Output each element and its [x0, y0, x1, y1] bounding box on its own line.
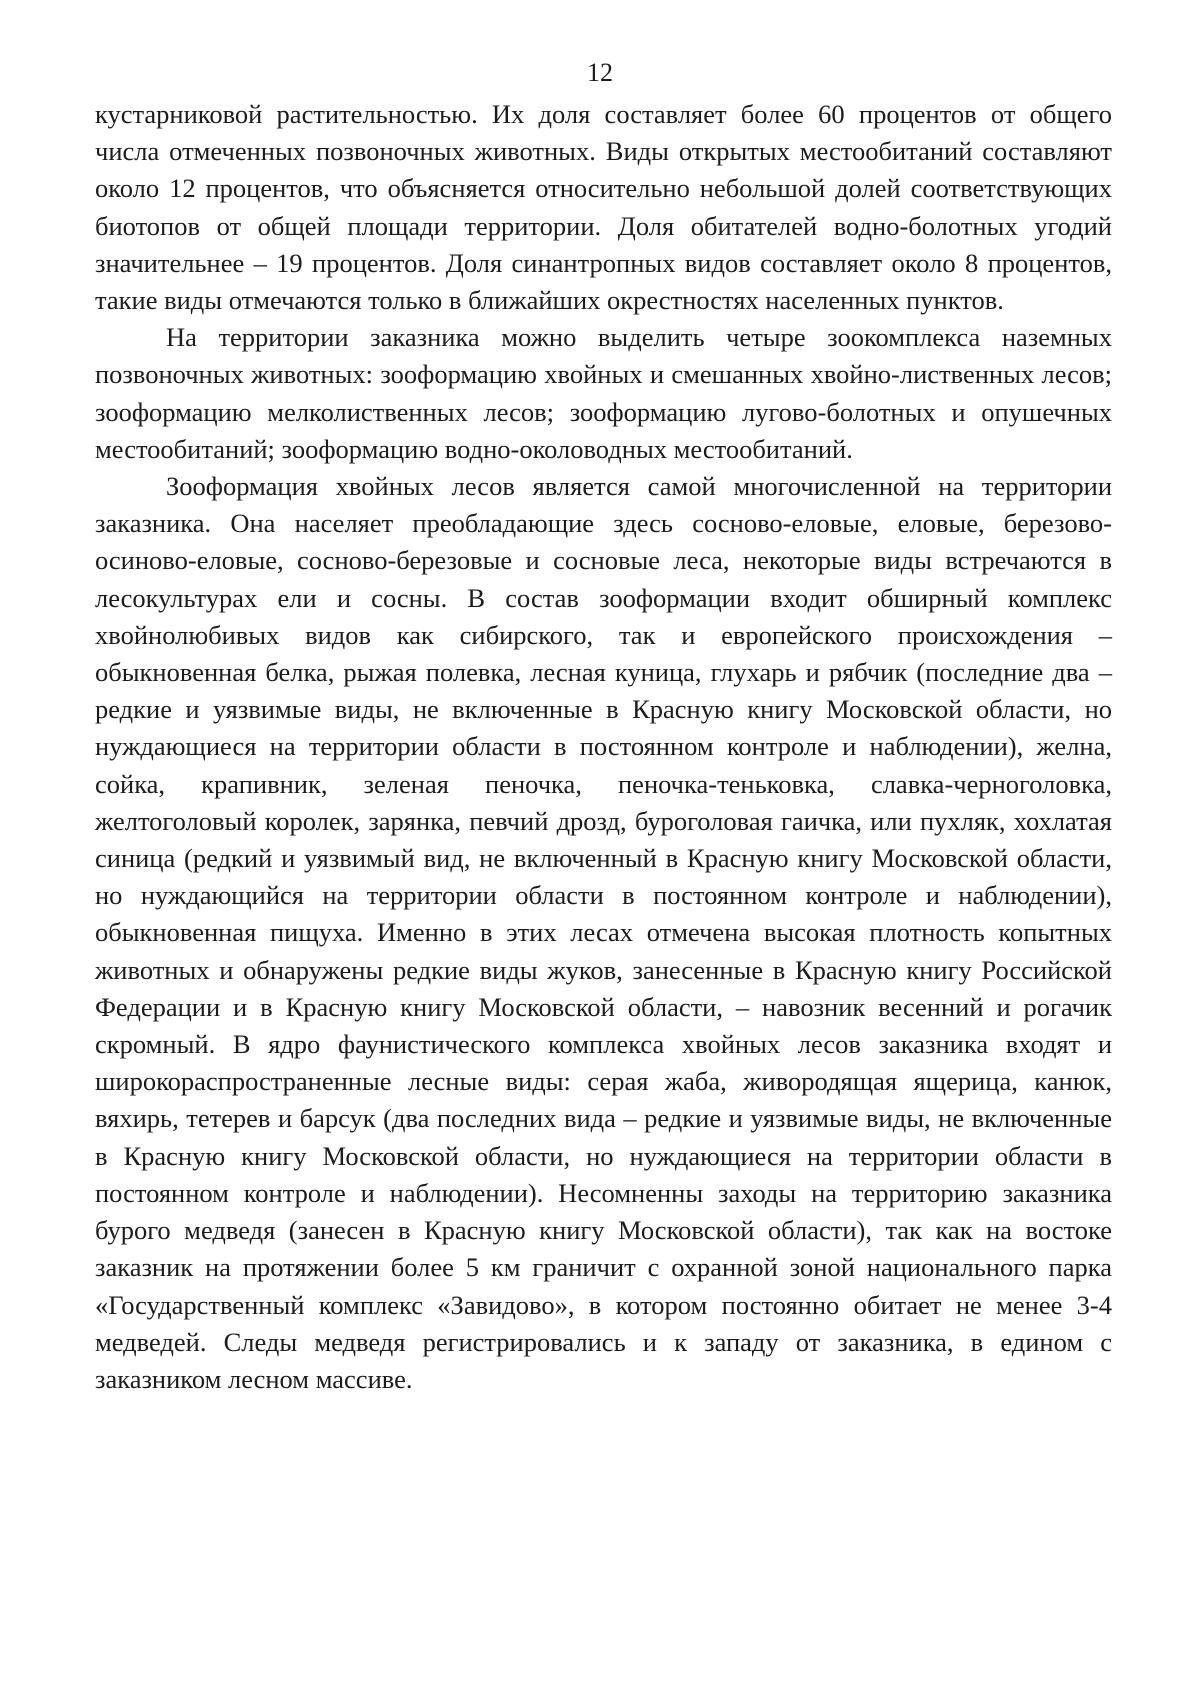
body-text — [95, 96, 1112, 1398]
paragraph-continuation: кустарниковой растительностью. Их доля составляет более 60 процентов от общего числа отмеченных позвоночных животных. Виды открытых местообитаний составляют около 12 процентов, что объясняется относительно небольшой долей соответствующих биотопов от общей площади территории. Доля обитателей водно-болотных угодий значительнее – 19 процентов. Доля синантропных видов составляет около 8 процентов, такие виды отмечаются только в ближайших окрестностях населенных пунктов. — [95, 99, 1112, 316]
paragraph-zoocomplexes: На территории заказника можно выделить четыре зоокомплекса наземных позвоночных животных: зооформацию хвойных и смешанных хвойно-лиственных лесов; зооформацию мелколиственных лесов; зооформацию лугово-болотных и опушечных местообитаний; зооформацию водно-околоводных местообитаний. — [95, 322, 1112, 464]
paragraph-coniferous-forests: Зооформация хвойных лесов является самой многочисленной на территории заказника. Она населяет преобладающие здесь сосново-еловые, еловые, березово-осиново-еловые, сосново-березовые и сосновые леса, некоторые виды встречаются в лесокультурах ели и сосны. В состав зооформации входит обширный комплекс хвойнолюбивых видов как сибирского, так и европейского происхождения – обыкновенная белка, рыжая полевка, лесная куница, глухарь и рябчик (последние два – редкие и уязвимые виды, не включенные в Красную книгу Московской области, но нуждающиеся на территории области в постоянном контроле и наблюдении), желна, сойка, крапивник, зеленая пеночка, пеночка-теньковка, славка-черноголовка, желтоголовый королек, зарянка, певчий дрозд, буроголовая гаичка, или пухляк, хохлатая синица (редкий и уязвимый вид, не включенный в Красную книгу Московской области, но нуждающийся на территории области в постоянном контроле и наблюдении), обыкновенная пищуха. Именно в этих лесах отмечена высокая плотность копытных животных и обнаружены редкие виды жуков, занесенные в Красную книгу Российской Федерации и в Красную книгу Московской области, – навозник весенний и рогачик скромный. В ядро фаунистического комплекса хвойных лесов заказника входят и широкораспространенные лесные виды: серая жаба, живородящая ящерица, канюк, вяхирь, тетерев и барсук (два последних вида – редкие и уязвимые виды, не включенные в Красную книгу Московской области, но нуждающиеся на территории области в постоянном контроле и наблюдении). Несомненны заходы на территорию заказника бурого медведя (занесен в Красную книгу Московской области), так как на востоке заказник на протяжении более 5 км граничит с охранной зоной национального парка «Государственный комплекс «Завидово», в котором постоянно обитает не менее 3-4 медведей. Следы медведя регистрировались и к западу от заказника, в едином с заказником лесном массиве. — [95, 471, 1112, 1394]
page-number: 12 — [587, 58, 613, 87]
